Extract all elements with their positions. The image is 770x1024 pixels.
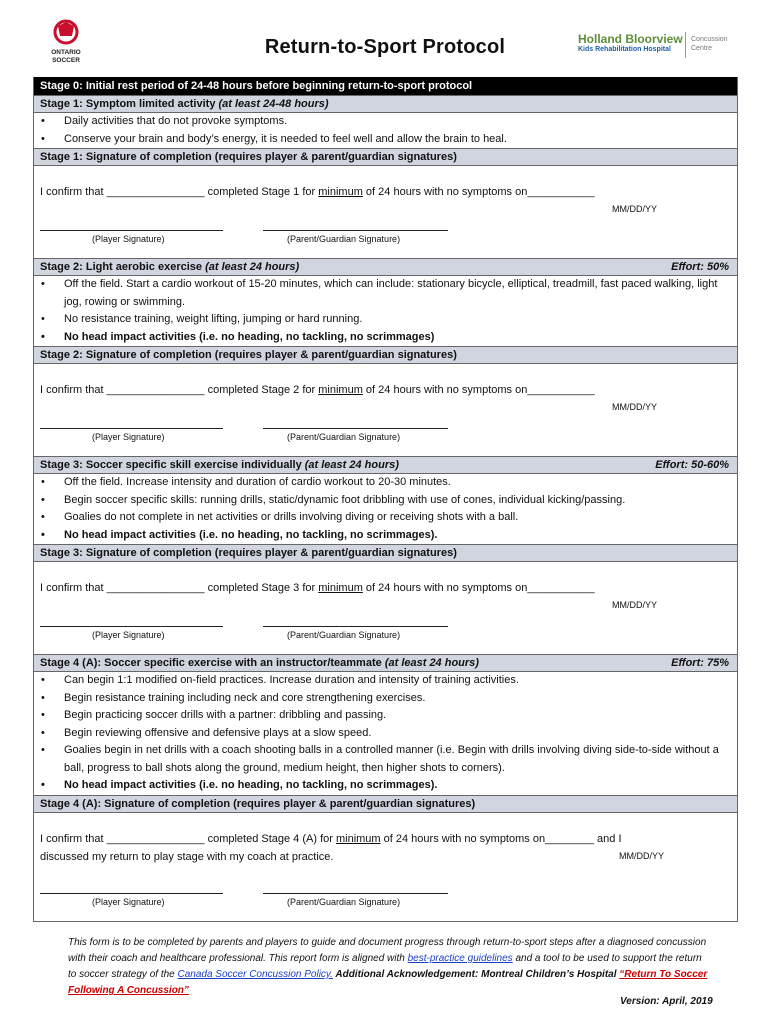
player-signature-label: (Player Signature) bbox=[92, 896, 165, 907]
partner-centre: Concussion Centre bbox=[691, 36, 728, 52]
page-title: Return-to-Sport Protocol bbox=[264, 36, 506, 58]
parent-signature-line[interactable] bbox=[263, 428, 448, 429]
canada-soccer-policy-link[interactable]: Canada Soccer Concussion Policy. bbox=[177, 969, 333, 980]
confirm-date-line[interactable]: of 24 hours with no symptoms on___________ bbox=[362, 582, 595, 594]
signature-header: Stage 3: Signature of completion (requires player & parent/guardian signatures) bbox=[34, 544, 737, 562]
stage-bullets bbox=[34, 672, 737, 795]
confirm-minimum: minimum bbox=[335, 832, 381, 845]
signature-block bbox=[34, 166, 737, 258]
parent-signature-line[interactable] bbox=[263, 230, 448, 231]
stage-duration: (at least 24-48 hours) bbox=[218, 98, 329, 110]
list-item: • Can begin 1:1 modified on-field practices. Increase duration and intensity of training activities. bbox=[34, 672, 737, 690]
list-item-bold: • No head impact activities (i.e. no heading, no tackling, no scrimmages). bbox=[34, 777, 737, 795]
stage-section bbox=[34, 95, 737, 258]
signature-block bbox=[34, 813, 737, 921]
confirm-date-line[interactable]: of 24 hours with no symptoms on___________ bbox=[362, 186, 595, 198]
list-item-bold: • No head impact activities (i.e. no heading, no tackling, no scrimmages). bbox=[34, 527, 737, 545]
confirm-minimum: minimum bbox=[318, 186, 363, 198]
parent-signature-line[interactable] bbox=[263, 626, 448, 627]
stage-section bbox=[34, 456, 737, 654]
player-signature-label: (Player Signature) bbox=[92, 234, 165, 244]
confirm-statement bbox=[40, 381, 595, 399]
stage-title: Stage 2: Light aerobic exercise bbox=[40, 261, 203, 273]
return-to-soccer-link[interactable]: “Return To Soccer Following A Concussion” bbox=[68, 969, 708, 996]
list-item: • Goalies do not complete in net activities or drills involving diving or receiving shots with a ball. bbox=[34, 509, 737, 527]
partner-name: Holland Bloorview bbox=[578, 32, 683, 46]
confirm-minimum: minimum bbox=[318, 582, 363, 594]
parent-signature-label: (Parent/Guardian Signature) bbox=[287, 432, 401, 442]
version-label: Version: April, 2019 bbox=[620, 996, 713, 1007]
player-signature-line[interactable] bbox=[40, 893, 223, 894]
confirm-date-line[interactable]: of 24 hours with no symptoms on___________ bbox=[362, 384, 595, 396]
list-item: • Off the field. Increase intensity and duration of cardio workout to 20-30 minutes. bbox=[34, 474, 737, 492]
stage-header bbox=[34, 258, 737, 276]
stage-bullets bbox=[34, 113, 737, 148]
signature-block bbox=[34, 562, 737, 654]
stage-duration: (at least 24 hours) bbox=[384, 657, 479, 669]
signature-header: Stage 1: Signature of completion (requires player & parent/guardian signatures) bbox=[34, 148, 737, 166]
list-item: • Begin practicing soccer drills with a partner: dribbling and passing. bbox=[34, 707, 737, 725]
stage-header bbox=[34, 456, 737, 474]
date-format-hint: MM/DD/YY bbox=[612, 402, 657, 412]
list-item-bold: • No head impact activities (i.e. no heading, no tackling, no scrimmages) bbox=[34, 329, 737, 347]
stage-duration: (at least 24 hours) bbox=[304, 459, 399, 471]
player-signature-label: (Player Signature) bbox=[92, 432, 165, 442]
list-item: • Begin soccer specific skills: running drills, static/dynamic foot dribbling with use of cones, individual kicking/passing. bbox=[34, 492, 737, 510]
stage-bullets bbox=[34, 474, 737, 544]
stage-title: Stage 3: Soccer specific skill exercise individually bbox=[40, 459, 302, 471]
footer-text-1: This form is to be completed by parents and players to guide and document progress through return-to-sport steps after a diagnosed concussion with their coach and healthcare professional. This report form is aligned with bbox=[68, 937, 707, 964]
stage-header bbox=[34, 95, 737, 113]
stage-effort: Effort: 50% bbox=[671, 261, 729, 273]
svg-text:ONTARIO: ONTARIO bbox=[51, 49, 81, 56]
best-practice-link[interactable]: best-practice guidelines bbox=[407, 953, 513, 964]
stage-title: Stage 1: Symptom limited activity bbox=[40, 98, 216, 110]
player-signature-label: (Player Signature) bbox=[92, 630, 165, 640]
player-signature-line[interactable] bbox=[40, 230, 223, 231]
parent-signature-label: (Parent/Guardian Signature) bbox=[287, 896, 401, 907]
stage-header bbox=[34, 654, 737, 672]
stage-effort: Effort: 50-60% bbox=[655, 459, 729, 471]
player-signature-line[interactable] bbox=[40, 626, 223, 627]
signature-block bbox=[34, 364, 737, 456]
signature-header: Stage 2: Signature of completion (requires player & parent/guardian signatures) bbox=[34, 346, 737, 364]
list-item: • Goalies begin in net drills with a coach shooting balls in a controlled manner (i.e. Begin with drills involving diving side-to-side without a ball, progress to ball shots along the ground, medium height, then higher shots to corners). bbox=[34, 742, 737, 777]
protocol-form bbox=[33, 77, 738, 922]
stage-duration: (at least 24 hours) bbox=[205, 261, 300, 273]
confirm-statement bbox=[40, 183, 595, 201]
confirm-text: I confirm that ________________ completed Stage 3 for bbox=[40, 582, 319, 594]
list-item: • Daily activities that do not provoke symptoms. bbox=[34, 113, 737, 131]
stage-section bbox=[34, 654, 737, 921]
confirm-text-2: discussed my return to play stage with my coach at practice. bbox=[40, 850, 334, 863]
confirm-minimum: minimum bbox=[318, 384, 363, 396]
confirm-text: I confirm that ________________ completed Stage 4 (A) for bbox=[40, 832, 336, 845]
list-item: • No resistance training, weight lifting, jumping or hard running. bbox=[34, 311, 737, 329]
footer-text-2: and a tool to be used to support the return to soccer strategy of the bbox=[68, 953, 702, 980]
stage0-header: Stage 0: Initial rest period of 24-48 hours before beginning return-to-sport protocol bbox=[34, 77, 737, 95]
date-format-hint: MM/DD/YY bbox=[612, 600, 657, 610]
svg-text:SOCCER: SOCCER bbox=[52, 57, 80, 64]
holland-bloorview-logo bbox=[578, 32, 738, 62]
date-format-hint: MM/DD/YY bbox=[612, 204, 657, 214]
stage-bullets bbox=[34, 276, 737, 346]
confirm-statement bbox=[40, 830, 622, 866]
list-item: • Off the field. Start a cardio workout of 15-20 minutes, which can include: stationary bicycle, elliptical, treadmill, fast paced walking, light jog, rowing or swimming. bbox=[34, 276, 737, 311]
parent-signature-label: (Parent/Guardian Signature) bbox=[287, 630, 401, 640]
confirm-date-line[interactable]: of 24 hours with no symptoms on________ and I bbox=[380, 832, 622, 845]
parent-signature-label: (Parent/Guardian Signature) bbox=[287, 234, 401, 244]
list-item: • Begin reviewing offensive and defensive plays at a slow speed. bbox=[34, 725, 737, 743]
confirm-text: I confirm that ________________ completed Stage 1 for bbox=[40, 186, 319, 198]
stage-title: Stage 4 (A): Soccer specific exercise with an instructor/teammate bbox=[40, 657, 382, 669]
stage-section bbox=[34, 258, 737, 456]
date-format-hint: MM/DD/YY bbox=[619, 850, 664, 861]
list-item: • Conserve your brain and body’s energy, it is needed to feel well and allow the brain to heal. bbox=[34, 131, 737, 149]
player-signature-line[interactable] bbox=[40, 428, 223, 429]
confirm-text: I confirm that ________________ completed Stage 2 for bbox=[40, 384, 319, 396]
confirm-statement bbox=[40, 579, 595, 597]
partner-subtitle: Kids Rehabilitation Hospital bbox=[578, 46, 671, 53]
footer-note bbox=[68, 935, 708, 999]
list-item: • Begin resistance training including neck and core strengthening exercises. bbox=[34, 690, 737, 708]
stage-effort: Effort: 75% bbox=[671, 657, 729, 669]
parent-signature-line[interactable] bbox=[263, 893, 448, 894]
footer-text-3: Additional Acknowledgement: Montreal Children’s Hospital bbox=[332, 969, 620, 980]
signature-header: Stage 4 (A): Signature of completion (requires player & parent/guardian signatures) bbox=[34, 795, 737, 813]
